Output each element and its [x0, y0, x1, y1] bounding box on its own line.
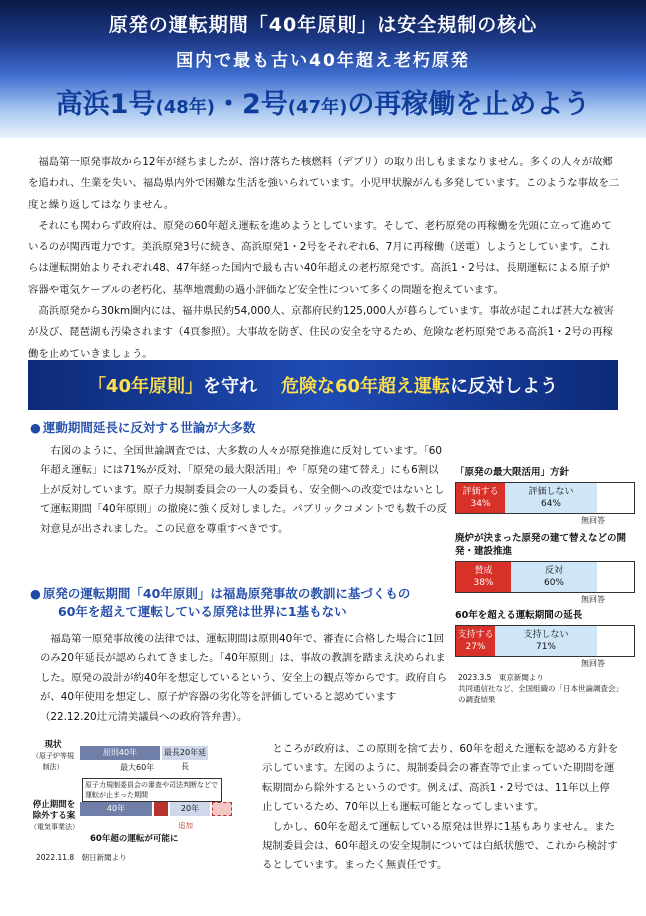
diagram-max60: 最大60年 [120, 763, 155, 772]
slogan-part: (47年) [287, 97, 348, 118]
banner-text: を守れ [203, 376, 257, 397]
diagram-plan-40: 40年 [80, 802, 152, 816]
diagram-note: 原子力規制委員会の審査や司法判断などで運転が止まった期間 [82, 778, 222, 802]
banner-text: に反対しよう [450, 376, 559, 397]
header-subtitle: 国内で最も古い40年超え老朽原発 [176, 51, 470, 71]
poll-source [458, 672, 638, 705]
section2-paragraph: 福島第一原発事故後の法律では、運転期間は原則40年で、審査に合格した場合に1回のみ20年延長が認められてきました。「40年原則」は、事故の教訓を踏まえ決められました。原発の設計が約40年を想定しているという、安全上の観点等からです。政府自らが、40年使用を想定し、原子炉容器の劣化等を評価していると認めています（22.12.20辻元清美議員への政府答弁書）。 [40, 633, 448, 723]
operation-period-diagram [30, 740, 250, 860]
poll-source-line: 共同通信社など、全国組織の「日本世論調査会」 [458, 684, 623, 693]
poll-chart-2 [455, 532, 635, 605]
section2-right-paragraph: しかし、60年を超えて運転している原発は世界に1基もありません。また規制委員会は、60年超えの安全規制については白紙状態で、これから検討するとしています。まったく無責任です。 [262, 820, 618, 872]
poll-bar [455, 561, 635, 593]
diagram-source: 2022.11.8 朝日新聞より [36, 853, 127, 862]
poll-bar-no-answer [597, 562, 634, 592]
section1-body [40, 442, 448, 539]
diagram-add-label: 追加 [178, 821, 193, 830]
section2-heading [30, 585, 450, 621]
poll-bar-support: 評価する 34% [456, 483, 505, 513]
banner-highlight: 「40年原則」 [87, 376, 203, 397]
diagram-over60: 60年超の運転が可能に [90, 834, 179, 844]
diagram-plan-20: 20年 [170, 802, 210, 816]
section2-right-paragraph: ところが政府は、この原則を捨て去り、60年を超えた運転を認める方針を示しています。左図のように、規制委員会の審査等で止まっていた期間を運転期間から除外するというのです。例えば、高浜1・2号では、11年以上停止しているため、70年以上も運転可能となってしまいます。 [262, 743, 619, 814]
diagram-plan-label: 停止期間を除外する案 （電気事業法） [30, 800, 79, 831]
header-main-slogan [0, 82, 646, 121]
bullet-icon: ● [30, 420, 41, 435]
diagram-added [212, 802, 232, 816]
slogan-part: 高浜1号 [55, 89, 156, 120]
section2-right-body [262, 740, 620, 876]
diagram-stop-gap [154, 802, 168, 816]
slogan-part: ・2号 [215, 89, 288, 120]
poll-bar-no-answer [597, 483, 634, 513]
intro-text [28, 152, 620, 365]
poll-no-answer-label: 無回答 [581, 516, 605, 525]
bullet-icon: ● [30, 586, 41, 601]
section1-heading [30, 419, 255, 437]
poll-source-line: の調査結果 [458, 695, 496, 704]
section-banner [28, 360, 618, 410]
poll-chart-3 [455, 609, 635, 669]
poll-no-answer-label: 無回答 [581, 595, 605, 604]
banner-highlight: 危険な60年超え運転 [281, 376, 451, 397]
poll-bar-oppose: 反対 60% [511, 562, 597, 592]
intro-paragraph: それにも関わらず政府は、原発の60年超え運転を進めようとしています。そして、老朽原発の再稼働を先頭に立って進めているのが関西電力です。美浜原発3号に続き、高浜原発1・2号をそれぞれ6、7月に再稼働（送電）しようとしています。これらは運転開始よりそれぞれ48、47年経った国内で最も古い40年超えの老朽原発です。高浜1・2号は、長期運転による原子炉容器や電気ケーブルの老朽化、基準地震動の過小評価など安全性について多くの問題を抱えています。 [28, 219, 612, 296]
poll-bar-support: 支持する 27% [456, 626, 495, 656]
slogan-part: (48年) [155, 97, 215, 118]
diagram-box-20: 最長20年延長 [163, 748, 207, 771]
poll-bar-no-answer [597, 626, 634, 656]
poll-no-answer-label: 無回答 [581, 659, 605, 668]
section2-heading-text: 60年を超えて運転している原発は世界に1基もない [58, 604, 347, 619]
poll-title: 60年を超える運転期間の延長 [455, 610, 583, 621]
section2-body [40, 630, 450, 727]
header-title: 原発の運転期間「40年原則」は安全規制の核心 [108, 14, 538, 36]
section1-heading-text: 運動期間延長に反対する世論が大多数 [42, 420, 256, 435]
diagram-box-40: 原則40年 [80, 746, 160, 760]
slogan-part: の再稼働を止めよう [347, 89, 591, 120]
poll-bar [455, 482, 635, 514]
section2-heading-text: 原発の運転期間「40年原則」は福島原発事故の教訓に基づくもの [42, 586, 411, 601]
intro-paragraph: 高浜原発から30km圏内には、福井県民約54,000人、京都府民約125,000人が暮らしています。事故が起これば甚大な被害が及び、琵琶湖も汚染されます（4頁参照）。大事故を防ぎ、住民の安全を守るため、危険な老朽原発である高浜1・2号の再稼働を止めていきましょう。 [28, 305, 614, 360]
poll-bar-support: 賛成 38% [456, 562, 511, 592]
diagram-current-label: 現状 （原子炉等規制法） [32, 740, 74, 771]
poll-bar [455, 625, 635, 657]
intro-paragraph: 福島第一原発事故から12年が経ちましたが、溶け落ちた核燃料（デブリ）の取り出しもままなりません。多くの人々が故郷を追われ、生業を失い、福島県内外で困難な生活を強いられています。小児甲状腺がんも多発しています。このような事故を二度と繰り返してはなりません。 [28, 156, 620, 211]
poll-title: 廃炉が決まった原発の建て替えなどの開発・建設推進 [455, 533, 627, 557]
poll-bar-oppose: 支持しない 71% [495, 626, 597, 656]
hero-header [0, 0, 646, 138]
section1-paragraph: 右図のように、全国世論調査では、大多数の人々が原発推進に反対しています。「60年超え運転」には71%が反対、「原発の最大限活用」や「原発の建て替え」にも6割以上が反対しています。原子力規制委員会の一人の委員も、安全側への改変ではないとして運転期間「40年原則」の撤廃に強く反対しました。パブリックコメントでも数千の反対意見が出されました。この民意を尊重すべきです。 [40, 445, 448, 535]
poll-title: 「原発の最大限活用」方針 [455, 467, 570, 478]
poll-source-line: 2023.3.5 東京新聞より [458, 673, 544, 682]
poll-chart-1 [455, 466, 635, 526]
poll-bar-oppose: 評価しない 64% [505, 483, 597, 513]
